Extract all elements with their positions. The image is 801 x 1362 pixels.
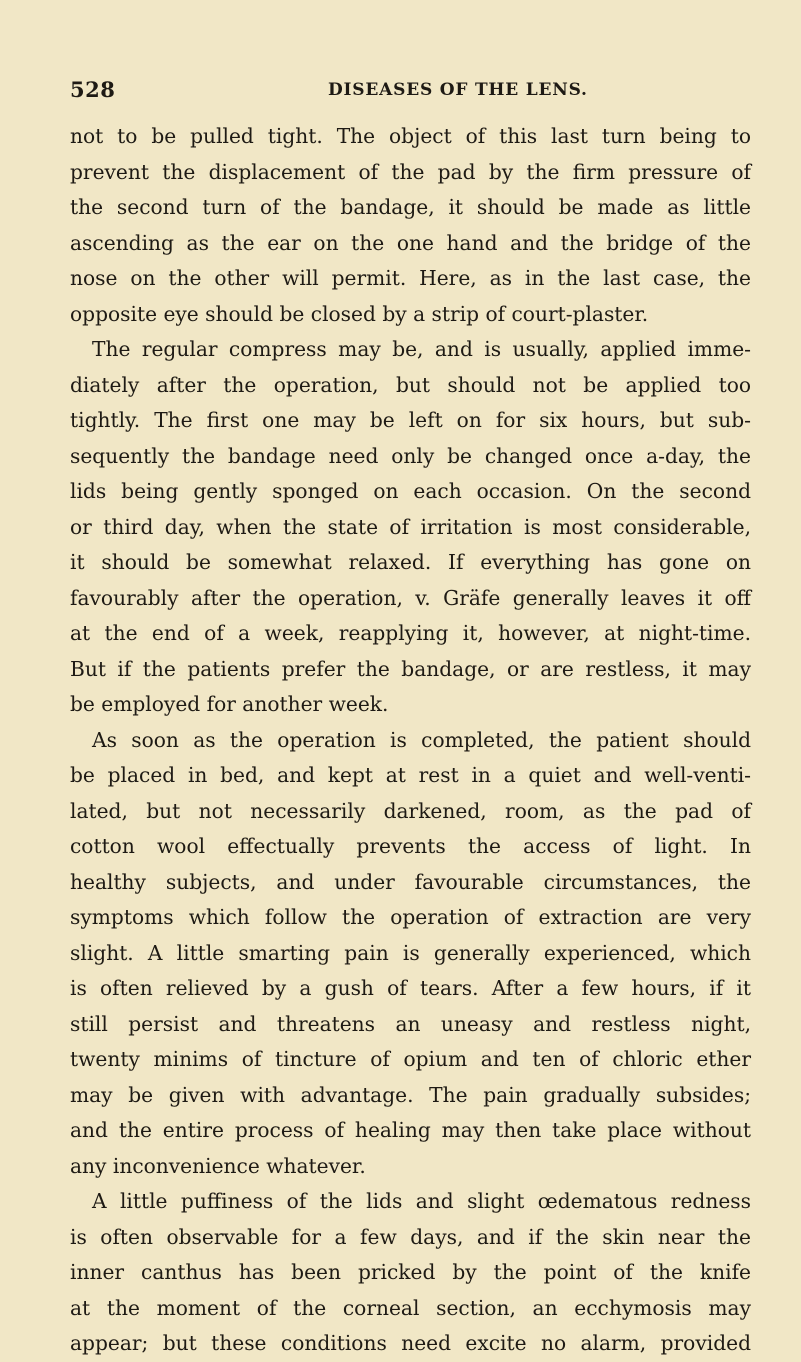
text-line: cotton wool effectually prevents the access of light. In [70,834,751,858]
text-line: and the entire process of healing may then take place without [70,1118,751,1142]
body-text [70,119,751,1362]
page-number: 528 [70,77,116,102]
text-line: But if the patients prefer the bandage, or are restless, it may [70,656,751,681]
text-line: ascending as the ear on the one hand and the bridge of the [70,230,751,255]
text-line: the second turn of the bandage, it should be made as little [70,195,751,219]
text-line: As soon as the operation is completed, the patient should [92,727,751,752]
text-line: diately after the operation, but should not be applied too [70,372,751,397]
text-line: lated, but not necessarily darkened, room, as the pad of [70,798,751,823]
text-line: appear; but these conditions need excite no alarm, provided [70,1331,751,1355]
running-head [70,74,753,106]
text-line: favourably after the operation, v. Gräfe generally leaves it off [70,585,751,610]
text-line: opposite eye should be closed by a strip of court-plaster. [70,301,649,326]
text-line: or third day, when the state of irritation is most considerable, [70,514,751,539]
text-line: tightly. The first one may be left on for six hours, but sub- [70,408,751,432]
text-line: may be given with advantage. The pain gradually subsides; [70,1082,751,1107]
text-line: not to be pulled tight. The object of this last turn being to [70,124,751,148]
text-line: be employed for another week. [70,692,389,716]
text-line: is often observable for a few days, and if the skin near the [70,1224,751,1249]
chapter-title: DISEASES OF THE LENS. [328,80,588,100]
text-line: prevent the displacement of the pad by the firm pressure of [70,159,751,184]
text-line: twenty minims of tincture of opium and ten of chloric ether [70,1047,751,1071]
text-line: A little puffiness of the lids and slight œdematous redness [92,1189,751,1213]
text-line: sequently the bandage need only be changed once a-day, the [70,443,751,468]
text-line: symptoms which follow the operation of extraction are very [70,905,751,929]
text-line: at the end of a week, reapplying it, however, at night-time. [70,621,751,645]
text-line: is often relieved by a gush of tears. After a few hours, if it [70,976,751,1000]
text-line: slight. A little smarting pain is generally experienced, which [70,940,751,965]
text-line: any inconvenience whatever. [70,1153,366,1178]
text-line: at the moment of the corneal section, an ecchymosis may [70,1295,751,1320]
text-line: The regular compress may be, and is usually, applied imme- [92,337,751,361]
text-line: healthy subjects, and under favourable circumstances, the [70,869,751,894]
text-line: still persist and threatens an uneasy and restless night, [70,1011,751,1036]
text-line: be placed in bed, and kept at rest in a quiet and well-venti- [70,763,751,787]
text-line: it should be somewhat relaxed. If everything has gone on [70,550,751,574]
text-line: inner canthus has been pricked by the point of the knife [70,1260,751,1284]
text-line: lids being gently sponged on each occasion. On the second [70,479,751,503]
text-line: nose on the other will permit. Here, as in the last case, the [70,266,751,290]
